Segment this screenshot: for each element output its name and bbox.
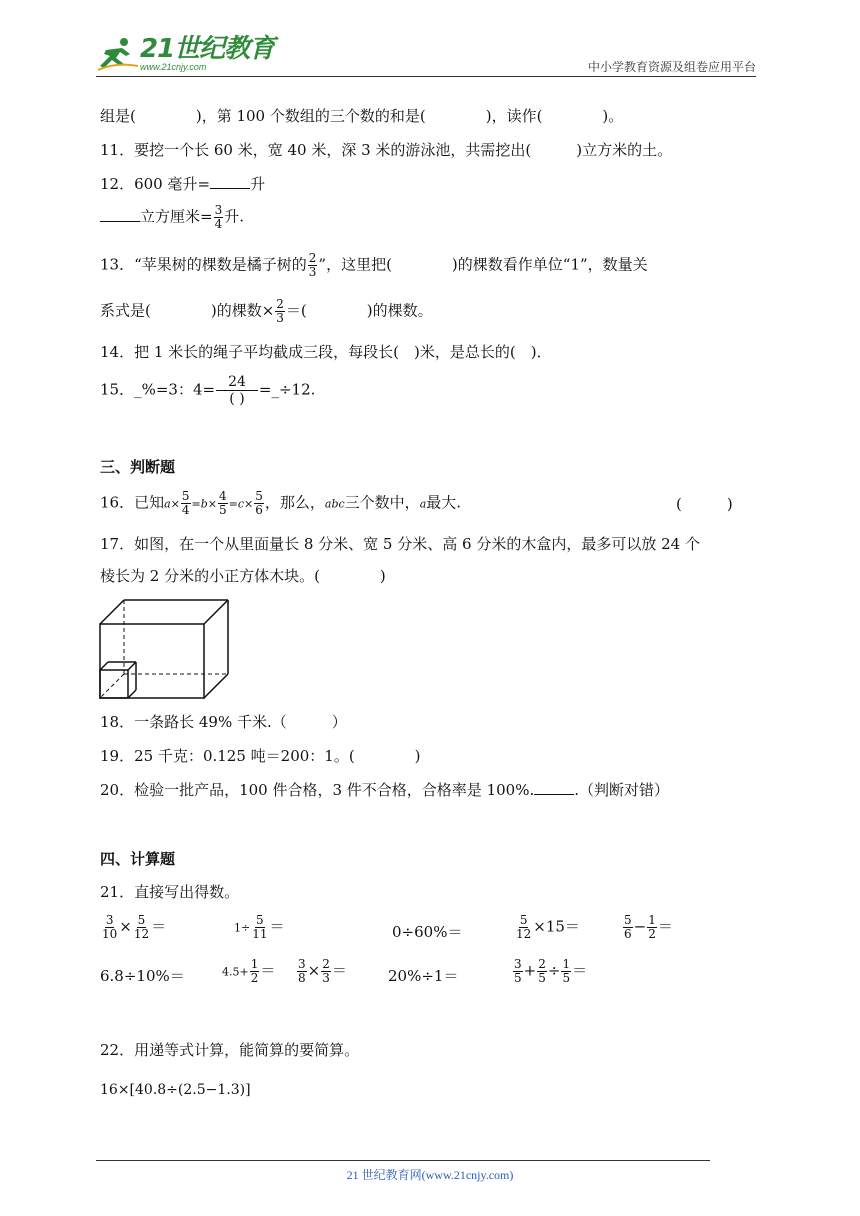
q21-r1-1: $\frac{3}{10}$ × $\frac{5}{12}$ ＝ bbox=[102, 913, 167, 941]
q11: 11．要挖一个长 60 米，宽 40 米，深 3 米的游泳池，共需挖出( )立方米的土。 bbox=[100, 141, 673, 159]
q13-line1: 13．“苹果树的棵数是橘子树的 $\frac{2}{3}$ ”，这里把( )的棵数看作单位“1”，数量关 bbox=[100, 251, 648, 279]
q21-r1-4: $\frac{5}{12}$ ×15＝ bbox=[516, 913, 580, 941]
q12-a: 12．600 毫升= bbox=[100, 175, 211, 193]
q19: 19．25 千克：0.125 吨＝200：1。( ) bbox=[100, 747, 421, 765]
q20: 20．检验一批产品，100 件合格，3 件不合格，合格率是 100%. .（判断对错） bbox=[100, 781, 669, 799]
q22-expression: 16×[40.8÷(2.5−1.3)] bbox=[100, 1082, 251, 1098]
logo bbox=[96, 36, 274, 72]
logo-text: 21世纪教育 bbox=[140, 34, 275, 64]
section-judgement: 三、判断题 bbox=[100, 458, 176, 476]
q12-blank-1 bbox=[210, 174, 250, 189]
q12-a-unit: 升 bbox=[250, 175, 266, 193]
q13-fraction-1: $\frac{2}{3}$ bbox=[308, 251, 317, 279]
platform-title: 中小学教育资源及组卷应用平台 bbox=[587, 60, 756, 74]
q21-r1-5: $\frac{5}{6}$ − $\frac{1}{2}$ ＝ bbox=[624, 913, 673, 941]
q21-r1-2: 1÷ $\frac{5}{11}$ ＝ bbox=[234, 913, 285, 941]
q21-r2-2: 4.5+ $\frac{1}{2}$ ＝ bbox=[222, 957, 276, 985]
box-diagram bbox=[98, 598, 234, 702]
q12-line2 bbox=[100, 204, 244, 231]
q18: 18．一条路长 49% 千米.（ ） bbox=[100, 713, 347, 731]
footer-divider bbox=[96, 1160, 710, 1161]
q21-r2-4: 20%÷1＝ bbox=[388, 967, 459, 985]
q12-b-tail: 升. bbox=[224, 207, 244, 226]
q17-line2: 棱长为 2 分米的小正方体木块。( ) bbox=[100, 567, 386, 585]
q21-r2-5: $\frac{3}{5}$ + $\frac{2}{5}$ ÷ $\frac{1}{5}$ ＝ bbox=[514, 957, 588, 985]
q21-r1-3: 0÷60%＝ bbox=[392, 923, 463, 941]
q21-r2-3: $\frac{3}{8}$ × $\frac{2}{3}$ ＝ bbox=[298, 957, 347, 985]
section-calculation: 四、计算题 bbox=[100, 850, 176, 868]
q13-line2: 系式是( )的棵数× $\frac{2}{3}$ ＝( )的棵数。 bbox=[100, 297, 433, 325]
header-divider bbox=[96, 76, 756, 77]
q14: 14．把 1 米长的绳子平均截成三段，每段长( )米，是总长的( )． bbox=[100, 343, 552, 361]
q12-fraction: $\frac{3}{4}$ bbox=[214, 203, 223, 231]
q17-line1: 17．如图，在一个从里面量长 8 分米、宽 5 分米、高 6 分米的木盒内，最多可以放 24 个 bbox=[100, 535, 700, 553]
q21-title: 21．直接写出得数。 bbox=[100, 883, 240, 901]
q21-r2-1: 6.8÷10%＝ bbox=[100, 967, 185, 985]
q15: 15．_%=3：4= $\frac{24}{( )}$ =_÷12. bbox=[100, 374, 316, 407]
q20-blank bbox=[534, 780, 574, 795]
q12-line1 bbox=[100, 174, 265, 194]
q12-blank-2 bbox=[100, 207, 140, 222]
q10-tail: 组是( )，第 100 个数组的三个数的和是( )，读作( )。 bbox=[100, 107, 624, 125]
q16: 16．已知a× $\frac{5}{4}$ =b× $\frac{4}{5}$ =c× $\frac{5}{6}$ ，那么，abc三个数中，a最大. bbox=[100, 489, 462, 517]
footer-text: 21 世纪教育网(www.21cnjy.com) bbox=[346, 1168, 514, 1182]
runner-logo-icon bbox=[96, 36, 140, 72]
logo-url: www.21cnjy.com bbox=[140, 62, 207, 72]
q13-fraction-2: $\frac{2}{3}$ bbox=[276, 297, 284, 325]
q22-title: 22．用递等式计算，能简算的要简算。 bbox=[100, 1041, 360, 1059]
q12-b-unit: 立方厘米= bbox=[140, 207, 213, 226]
q15-fraction: $\frac{24}{( )}$ bbox=[216, 374, 258, 407]
q16-paren: ( ) bbox=[676, 495, 733, 513]
